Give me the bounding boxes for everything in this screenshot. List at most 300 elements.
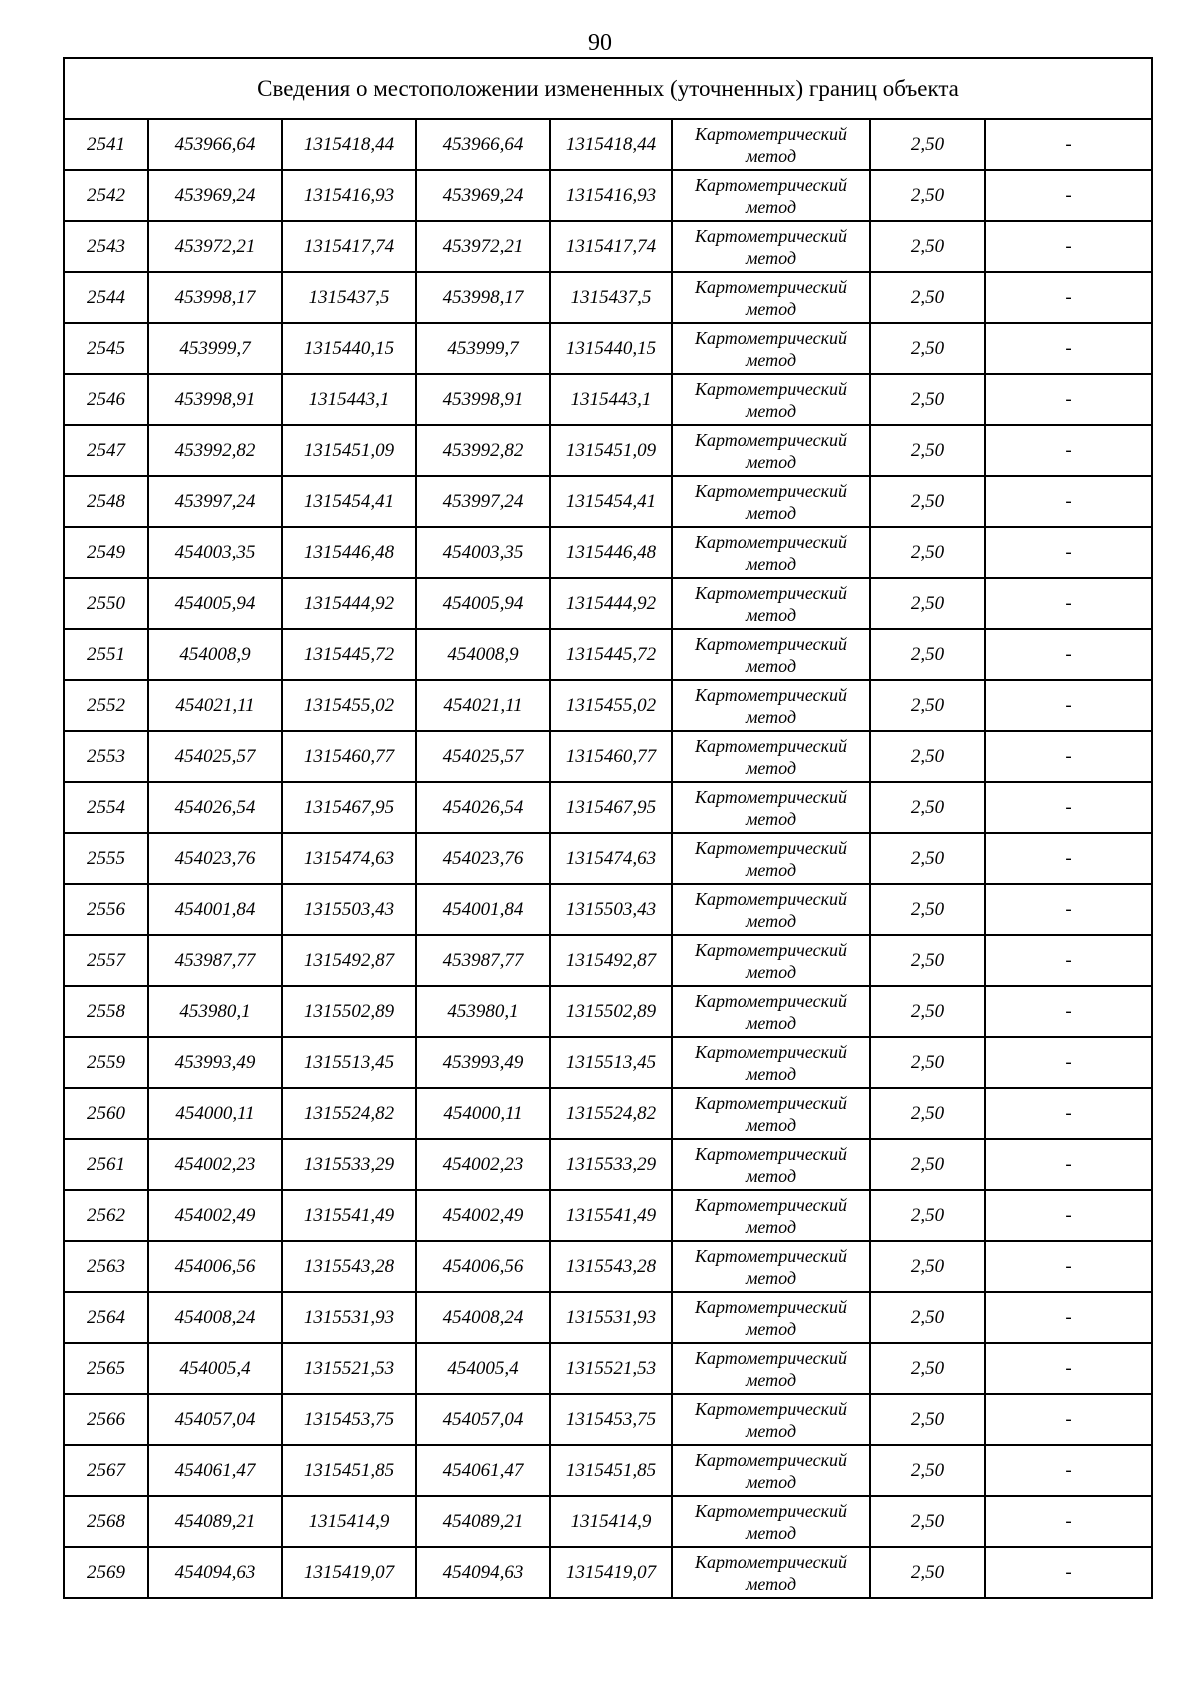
table-row [64, 1037, 1152, 1088]
method-cell [672, 527, 870, 578]
table-row [64, 221, 1152, 272]
x-old-cell: 454000,11 [148, 1088, 282, 1139]
x-old-cell: 453992,82 [148, 425, 282, 476]
y-old-cell: 1315440,15 [282, 323, 416, 374]
x-old-cell: 454089,21 [148, 1496, 282, 1547]
method-cell [672, 170, 870, 221]
table-row [64, 425, 1152, 476]
table-row [64, 884, 1152, 935]
y-new-cell: 1315503,43 [550, 884, 672, 935]
table-row [64, 1547, 1152, 1598]
x-new-cell: 454008,9 [416, 629, 550, 680]
x-old-cell: 453969,24 [148, 170, 282, 221]
y-new-cell: 1315524,82 [550, 1088, 672, 1139]
x-old-cell: 453980,1 [148, 986, 282, 1037]
boundary-coordinates-table [63, 57, 1153, 1599]
y-new-cell: 1315454,41 [550, 476, 672, 527]
y-new-cell: 1315541,49 [550, 1190, 672, 1241]
description-cell: - [985, 1088, 1152, 1139]
y-new-cell: 1315418,44 [550, 119, 672, 170]
method-line-2: метод [745, 757, 797, 778]
x-old-cell: 454025,57 [148, 731, 282, 782]
point-number-cell: 2547 [64, 425, 148, 476]
method-line-1: Картометрический [694, 123, 847, 144]
method-line-1: Картометрический [694, 1194, 847, 1215]
method-line-2: метод [745, 400, 797, 421]
y-old-cell: 1315513,45 [282, 1037, 416, 1088]
point-number-cell: 2550 [64, 578, 148, 629]
method-cell [672, 986, 870, 1037]
y-old-cell: 1315533,29 [282, 1139, 416, 1190]
point-number-cell: 2543 [64, 221, 148, 272]
table-row [64, 1139, 1152, 1190]
table-row [64, 731, 1152, 782]
y-new-cell: 1315443,1 [550, 374, 672, 425]
method-line-2: метод [745, 706, 797, 727]
y-new-cell: 1315467,95 [550, 782, 672, 833]
accuracy-cell: 2,50 [870, 272, 985, 323]
accuracy-cell: 2,50 [870, 1190, 985, 1241]
x-new-cell: 454005,94 [416, 578, 550, 629]
point-number-cell: 2557 [64, 935, 148, 986]
method-line-2: метод [745, 1267, 797, 1288]
description-cell: - [985, 1394, 1152, 1445]
method-cell [672, 935, 870, 986]
accuracy-cell: 2,50 [870, 425, 985, 476]
table-title: Сведения о местоположении измененных (уточненных) границ объекта [64, 58, 1152, 119]
y-old-cell: 1315502,89 [282, 986, 416, 1037]
point-number-cell: 2551 [64, 629, 148, 680]
point-number-cell: 2541 [64, 119, 148, 170]
method-cell [672, 272, 870, 323]
accuracy-cell: 2,50 [870, 833, 985, 884]
y-new-cell: 1315440,15 [550, 323, 672, 374]
x-old-cell: 453972,21 [148, 221, 282, 272]
y-new-cell: 1315492,87 [550, 935, 672, 986]
method-cell [672, 476, 870, 527]
x-old-cell: 453966,64 [148, 119, 282, 170]
accuracy-cell: 2,50 [870, 527, 985, 578]
accuracy-cell: 2,50 [870, 1496, 985, 1547]
x-new-cell: 453987,77 [416, 935, 550, 986]
table-row [64, 833, 1152, 884]
y-new-cell: 1315533,29 [550, 1139, 672, 1190]
table-row [64, 1343, 1152, 1394]
method-line-2: метод [745, 961, 797, 982]
accuracy-cell: 2,50 [870, 374, 985, 425]
x-new-cell: 453998,91 [416, 374, 550, 425]
method-line-2: метод [745, 349, 797, 370]
point-number-cell: 2556 [64, 884, 148, 935]
y-new-cell: 1315414,9 [550, 1496, 672, 1547]
description-cell: - [985, 1445, 1152, 1496]
y-old-cell: 1315445,72 [282, 629, 416, 680]
x-new-cell: 454061,47 [416, 1445, 550, 1496]
y-old-cell: 1315446,48 [282, 527, 416, 578]
method-line-1: Картометрический [694, 1500, 847, 1521]
point-number-cell: 2561 [64, 1139, 148, 1190]
y-old-cell: 1315454,41 [282, 476, 416, 527]
method-cell [672, 884, 870, 935]
y-old-cell: 1315444,92 [282, 578, 416, 629]
point-number-cell: 2568 [64, 1496, 148, 1547]
method-line-1: Картометрический [694, 1551, 847, 1572]
accuracy-cell: 2,50 [870, 884, 985, 935]
x-new-cell: 454021,11 [416, 680, 550, 731]
x-new-cell: 454057,04 [416, 1394, 550, 1445]
method-cell [672, 1343, 870, 1394]
point-number-cell: 2564 [64, 1292, 148, 1343]
y-new-cell: 1315513,45 [550, 1037, 672, 1088]
method-cell [672, 374, 870, 425]
description-cell: - [985, 1190, 1152, 1241]
accuracy-cell: 2,50 [870, 1292, 985, 1343]
y-new-cell: 1315445,72 [550, 629, 672, 680]
x-new-cell: 453999,7 [416, 323, 550, 374]
y-old-cell: 1315418,44 [282, 119, 416, 170]
description-cell: - [985, 1496, 1152, 1547]
method-line-1: Картометрический [694, 276, 847, 297]
method-line-1: Картометрический [694, 1041, 847, 1062]
method-line-2: метод [745, 451, 797, 472]
method-line-2: метод [745, 1063, 797, 1084]
accuracy-cell: 2,50 [870, 1343, 985, 1394]
method-line-1: Картометрический [694, 378, 847, 399]
description-cell: - [985, 680, 1152, 731]
table-row [64, 1292, 1152, 1343]
y-old-cell: 1315453,75 [282, 1394, 416, 1445]
method-line-1: Картометрический [694, 888, 847, 909]
point-number-cell: 2548 [64, 476, 148, 527]
x-new-cell: 453993,49 [416, 1037, 550, 1088]
method-line-2: метод [745, 145, 797, 166]
accuracy-cell: 2,50 [870, 323, 985, 374]
x-old-cell: 454026,54 [148, 782, 282, 833]
y-old-cell: 1315543,28 [282, 1241, 416, 1292]
method-line-1: Картометрический [694, 1347, 847, 1368]
x-old-cell: 453987,77 [148, 935, 282, 986]
y-old-cell: 1315460,77 [282, 731, 416, 782]
y-new-cell: 1315416,93 [550, 170, 672, 221]
description-cell: - [985, 731, 1152, 782]
description-cell: - [985, 527, 1152, 578]
accuracy-cell: 2,50 [870, 1241, 985, 1292]
accuracy-cell: 2,50 [870, 1088, 985, 1139]
method-line-1: Картометрический [694, 684, 847, 705]
point-number-cell: 2555 [64, 833, 148, 884]
table-row [64, 170, 1152, 221]
x-old-cell: 454094,63 [148, 1547, 282, 1598]
method-cell [672, 578, 870, 629]
x-new-cell: 454008,24 [416, 1292, 550, 1343]
y-new-cell: 1315451,85 [550, 1445, 672, 1496]
point-number-cell: 2553 [64, 731, 148, 782]
y-old-cell: 1315417,74 [282, 221, 416, 272]
description-cell: - [985, 986, 1152, 1037]
table-row [64, 986, 1152, 1037]
table-row [64, 374, 1152, 425]
method-cell [672, 629, 870, 680]
x-old-cell: 453999,7 [148, 323, 282, 374]
x-old-cell: 453997,24 [148, 476, 282, 527]
method-line-2: метод [745, 298, 797, 319]
method-line-1: Картометрический [694, 582, 847, 603]
method-line-2: метод [745, 1420, 797, 1441]
y-new-cell: 1315521,53 [550, 1343, 672, 1394]
description-cell: - [985, 935, 1152, 986]
method-cell [672, 1241, 870, 1292]
method-line-1: Картометрический [694, 1245, 847, 1266]
x-new-cell: 454025,57 [416, 731, 550, 782]
method-cell [672, 1037, 870, 1088]
method-line-2: метод [745, 808, 797, 829]
y-new-cell: 1315453,75 [550, 1394, 672, 1445]
method-line-1: Картометрический [694, 633, 847, 654]
x-new-cell: 454005,4 [416, 1343, 550, 1394]
y-new-cell: 1315543,28 [550, 1241, 672, 1292]
accuracy-cell: 2,50 [870, 578, 985, 629]
description-cell: - [985, 782, 1152, 833]
accuracy-cell: 2,50 [870, 629, 985, 680]
description-cell: - [985, 272, 1152, 323]
point-number-cell: 2549 [64, 527, 148, 578]
point-number-cell: 2559 [64, 1037, 148, 1088]
x-new-cell: 454000,11 [416, 1088, 550, 1139]
x-new-cell: 454089,21 [416, 1496, 550, 1547]
x-new-cell: 454094,63 [416, 1547, 550, 1598]
y-old-cell: 1315416,93 [282, 170, 416, 221]
method-line-1: Картометрический [694, 327, 847, 348]
y-old-cell: 1315451,85 [282, 1445, 416, 1496]
description-cell: - [985, 578, 1152, 629]
x-old-cell: 454005,94 [148, 578, 282, 629]
table-row [64, 272, 1152, 323]
point-number-cell: 2546 [64, 374, 148, 425]
method-line-1: Картометрический [694, 480, 847, 501]
table-row [64, 476, 1152, 527]
accuracy-cell: 2,50 [870, 1445, 985, 1496]
point-number-cell: 2566 [64, 1394, 148, 1445]
table-row [64, 1496, 1152, 1547]
description-cell: - [985, 1547, 1152, 1598]
method-cell [672, 833, 870, 884]
description-cell: - [985, 884, 1152, 935]
method-cell [672, 731, 870, 782]
y-old-cell: 1315474,63 [282, 833, 416, 884]
y-old-cell: 1315524,82 [282, 1088, 416, 1139]
table-row [64, 1445, 1152, 1496]
x-old-cell: 453998,17 [148, 272, 282, 323]
x-old-cell: 454006,56 [148, 1241, 282, 1292]
description-cell: - [985, 1292, 1152, 1343]
method-cell [672, 1088, 870, 1139]
description-cell: - [985, 629, 1152, 680]
description-cell: - [985, 1343, 1152, 1394]
y-old-cell: 1315455,02 [282, 680, 416, 731]
x-new-cell: 453992,82 [416, 425, 550, 476]
point-number-cell: 2569 [64, 1547, 148, 1598]
table-row [64, 680, 1152, 731]
description-cell: - [985, 374, 1152, 425]
method-line-1: Картометрический [694, 1143, 847, 1164]
x-new-cell: 453966,64 [416, 119, 550, 170]
x-old-cell: 454002,23 [148, 1139, 282, 1190]
accuracy-cell: 2,50 [870, 1037, 985, 1088]
point-number-cell: 2558 [64, 986, 148, 1037]
method-line-2: метод [745, 655, 797, 676]
method-cell [672, 1190, 870, 1241]
method-line-1: Картометрический [694, 939, 847, 960]
accuracy-cell: 2,50 [870, 221, 985, 272]
method-line-2: метод [745, 502, 797, 523]
method-line-2: метод [745, 1012, 797, 1033]
x-old-cell: 454061,47 [148, 1445, 282, 1496]
point-number-cell: 2544 [64, 272, 148, 323]
method-cell [672, 1445, 870, 1496]
y-new-cell: 1315419,07 [550, 1547, 672, 1598]
y-old-cell: 1315492,87 [282, 935, 416, 986]
method-line-1: Картометрический [694, 174, 847, 195]
method-line-2: метод [745, 1318, 797, 1339]
accuracy-cell: 2,50 [870, 476, 985, 527]
point-number-cell: 2563 [64, 1241, 148, 1292]
y-new-cell: 1315446,48 [550, 527, 672, 578]
description-cell: - [985, 1241, 1152, 1292]
x-old-cell: 454057,04 [148, 1394, 282, 1445]
y-new-cell: 1315455,02 [550, 680, 672, 731]
method-line-2: метод [745, 1522, 797, 1543]
table-row [64, 1394, 1152, 1445]
accuracy-cell: 2,50 [870, 680, 985, 731]
description-cell: - [985, 170, 1152, 221]
point-number-cell: 2545 [64, 323, 148, 374]
method-line-2: метод [745, 1471, 797, 1492]
method-cell [672, 1292, 870, 1343]
method-line-2: метод [745, 910, 797, 931]
point-number-cell: 2562 [64, 1190, 148, 1241]
table-row [64, 935, 1152, 986]
description-cell: - [985, 323, 1152, 374]
method-line-2: метод [745, 553, 797, 574]
method-line-1: Картометрический [694, 1398, 847, 1419]
accuracy-cell: 2,50 [870, 782, 985, 833]
y-old-cell: 1315443,1 [282, 374, 416, 425]
y-old-cell: 1315531,93 [282, 1292, 416, 1343]
method-line-1: Картометрический [694, 1296, 847, 1317]
y-old-cell: 1315521,53 [282, 1343, 416, 1394]
x-old-cell: 454001,84 [148, 884, 282, 935]
y-new-cell: 1315531,93 [550, 1292, 672, 1343]
method-cell [672, 1139, 870, 1190]
method-cell [672, 425, 870, 476]
x-old-cell: 454021,11 [148, 680, 282, 731]
method-line-1: Картометрический [694, 786, 847, 807]
x-new-cell: 454002,23 [416, 1139, 550, 1190]
table-title-row [64, 58, 1152, 119]
method-cell [672, 1394, 870, 1445]
method-cell [672, 782, 870, 833]
y-old-cell: 1315451,09 [282, 425, 416, 476]
description-cell: - [985, 1037, 1152, 1088]
x-old-cell: 454002,49 [148, 1190, 282, 1241]
method-cell [672, 119, 870, 170]
method-line-1: Картометрический [694, 429, 847, 450]
description-cell: - [985, 1139, 1152, 1190]
method-line-1: Картометрический [694, 531, 847, 552]
table-row [64, 527, 1152, 578]
point-number-cell: 2552 [64, 680, 148, 731]
x-new-cell: 454023,76 [416, 833, 550, 884]
method-cell [672, 1547, 870, 1598]
x-new-cell: 454003,35 [416, 527, 550, 578]
y-new-cell: 1315474,63 [550, 833, 672, 884]
y-new-cell: 1315502,89 [550, 986, 672, 1037]
y-new-cell: 1315437,5 [550, 272, 672, 323]
x-old-cell: 453993,49 [148, 1037, 282, 1088]
table-row [64, 578, 1152, 629]
accuracy-cell: 2,50 [870, 1394, 985, 1445]
y-old-cell: 1315541,49 [282, 1190, 416, 1241]
table-row [64, 1241, 1152, 1292]
x-new-cell: 453972,21 [416, 221, 550, 272]
accuracy-cell: 2,50 [870, 119, 985, 170]
accuracy-cell: 2,50 [870, 935, 985, 986]
table-row [64, 323, 1152, 374]
method-line-1: Картометрический [694, 1092, 847, 1113]
method-line-2: метод [745, 247, 797, 268]
description-cell: - [985, 119, 1152, 170]
method-cell [672, 323, 870, 374]
x-new-cell: 453969,24 [416, 170, 550, 221]
x-old-cell: 454008,24 [148, 1292, 282, 1343]
method-cell [672, 680, 870, 731]
y-new-cell: 1315460,77 [550, 731, 672, 782]
method-cell [672, 1496, 870, 1547]
y-old-cell: 1315419,07 [282, 1547, 416, 1598]
x-old-cell: 453998,91 [148, 374, 282, 425]
method-line-2: метод [745, 1114, 797, 1135]
method-line-2: метод [745, 1165, 797, 1186]
accuracy-cell: 2,50 [870, 731, 985, 782]
method-line-1: Картометрический [694, 735, 847, 756]
point-number-cell: 2542 [64, 170, 148, 221]
y-old-cell: 1315467,95 [282, 782, 416, 833]
method-line-2: метод [745, 604, 797, 625]
y-new-cell: 1315451,09 [550, 425, 672, 476]
method-cell [672, 221, 870, 272]
accuracy-cell: 2,50 [870, 170, 985, 221]
method-line-2: метод [745, 196, 797, 217]
page-number: 90 [588, 30, 612, 56]
table-row [64, 629, 1152, 680]
point-number-cell: 2560 [64, 1088, 148, 1139]
x-new-cell: 454006,56 [416, 1241, 550, 1292]
method-line-1: Картометрический [694, 837, 847, 858]
point-number-cell: 2554 [64, 782, 148, 833]
method-line-2: метод [745, 859, 797, 880]
accuracy-cell: 2,50 [870, 1547, 985, 1598]
x-new-cell: 453997,24 [416, 476, 550, 527]
point-number-cell: 2565 [64, 1343, 148, 1394]
point-number-cell: 2567 [64, 1445, 148, 1496]
method-line-2: метод [745, 1573, 797, 1594]
table-row [64, 1088, 1152, 1139]
x-old-cell: 454023,76 [148, 833, 282, 884]
y-old-cell: 1315414,9 [282, 1496, 416, 1547]
y-new-cell: 1315417,74 [550, 221, 672, 272]
y-old-cell: 1315503,43 [282, 884, 416, 935]
y-new-cell: 1315444,92 [550, 578, 672, 629]
